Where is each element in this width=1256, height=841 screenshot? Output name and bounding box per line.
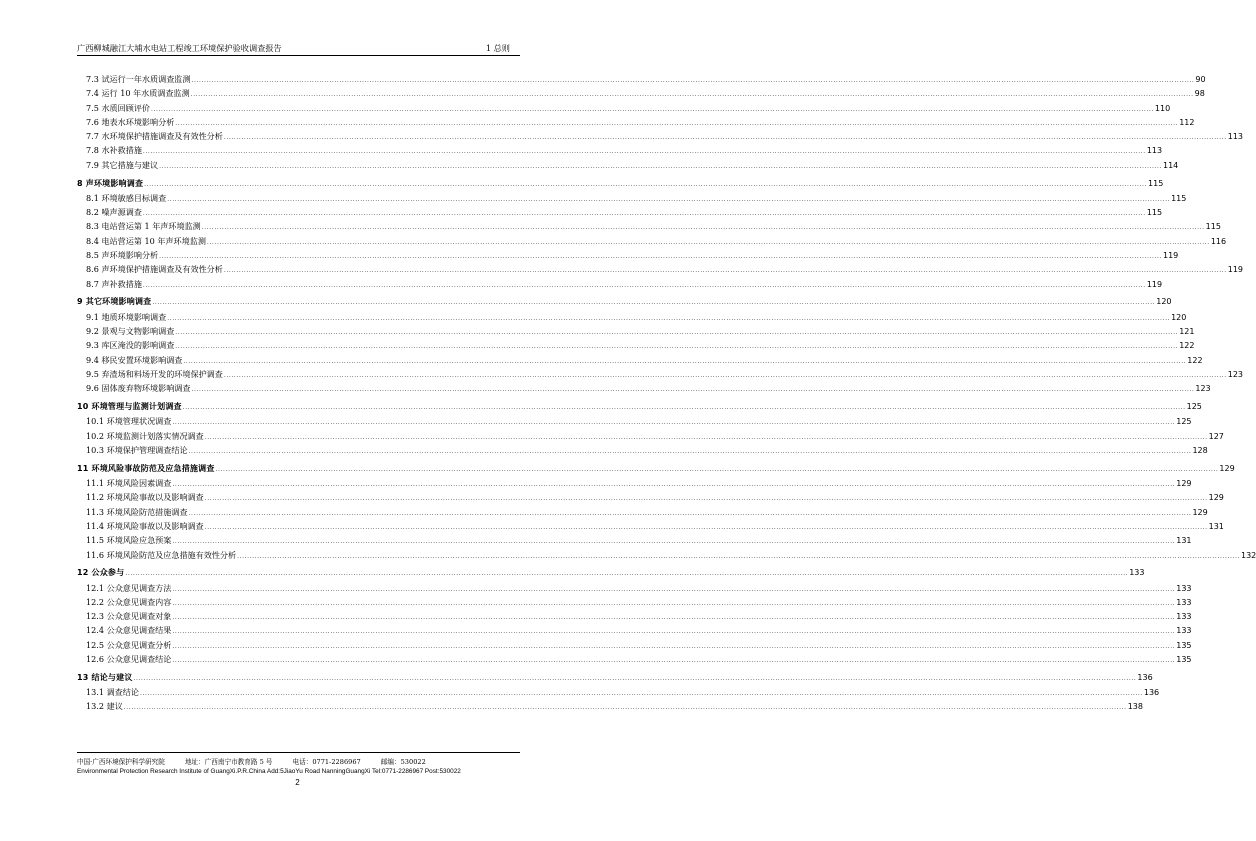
toc-chapter-entry[interactable] — [77, 462, 1235, 476]
toc-dot-leader: ................................................................................................................................................................................................................................................................................................................................................................................................................ — [172, 642, 1176, 650]
toc-dot-leader: ................................................................................................................................................................................................................................................................................................................................................................................................................ — [172, 585, 1176, 593]
toc-entry-title: 8.1 环境敏感目标调查 — [86, 192, 167, 203]
toc-section-entry[interactable] — [77, 699, 1143, 713]
toc-entry-page: 133 — [1176, 612, 1192, 622]
toc-dot-leader: ................................................................................................................................................................................................................................................................................................................................................................................................................ — [172, 599, 1176, 607]
toc-entry-title: 8 声环境影响调查 — [77, 178, 144, 188]
toc-section-entry[interactable] — [77, 353, 1203, 367]
toc-section-entry[interactable] — [77, 595, 1192, 609]
toc-dot-leader: ................................................................................................................................................................................................................................................................................................................................................................................................................ — [204, 523, 1208, 531]
toc-dot-leader: ................................................................................................................................................................................................................................................................................................................................................................................................................ — [139, 690, 1143, 698]
toc-section-entry[interactable] — [77, 609, 1192, 623]
toc-dot-leader: ................................................................................................................................................................................................................................................................................................................................................................................................................ — [167, 314, 1171, 322]
toc-entry-title: 7.8 水补救措施 — [86, 145, 142, 156]
toc-entry-title: 11.4 环境风险事故以及影响调查 — [86, 520, 204, 531]
footer-postcode: 邮编：530022 — [380, 758, 426, 766]
toc-entry-page: 123 — [1195, 384, 1211, 394]
toc-entry-title: 9.5 弃渣场和料场开发的环境保护调查 — [86, 368, 223, 379]
footer-divider — [77, 752, 520, 753]
toc-entry-page: 120 — [1171, 312, 1187, 322]
toc-section-entry[interactable] — [77, 277, 1163, 291]
toc-dot-leader: ................................................................................................................................................................................................................................................................................................................................................................................................................ — [142, 281, 1146, 289]
toc-entry-page: 113 — [1146, 146, 1163, 156]
footer-english-line: Environmental Protection Research Institute of GuangXi.P.R.China Add:5JiaoYu Road NanningGuangXi Tel:0771-2286967 Post:530022 — [77, 768, 461, 775]
footer-address: 地址：广西南宁市教育路 5 号 — [184, 758, 273, 766]
toc-entry-title: 12 公众参与 — [77, 568, 125, 578]
toc-section-entry[interactable] — [77, 685, 1160, 699]
toc-entry-title: 11.3 环境风险防范措施调查 — [86, 506, 188, 517]
toc-section-entry[interactable] — [77, 533, 1192, 547]
toc-section-entry[interactable] — [77, 429, 1224, 443]
toc-section-entry[interactable] — [77, 324, 1195, 338]
toc-entry-page: 114 — [1163, 160, 1179, 170]
toc-entry-page: 131 — [1208, 521, 1224, 531]
toc-dot-leader: ................................................................................................................................................................................................................................................................................................................................................................................................................ — [133, 674, 1137, 682]
toc-entry-page: 115 — [1205, 222, 1221, 232]
footer-phone: 电话：0771-2286967 — [292, 758, 361, 766]
toc-entry-title: 10.2 环境监测计划落实情况调查 — [86, 430, 204, 441]
toc-entry-title: 8.5 声环境影响分析 — [86, 250, 159, 261]
toc-entry-page: 122 — [1179, 341, 1195, 351]
toc-entry-page: 123 — [1227, 369, 1244, 379]
toc-entry-title: 8.4 电站营运第 10 年声环境监测 — [86, 235, 206, 246]
toc-entry-page: 135 — [1176, 655, 1192, 665]
toc-dot-leader: ................................................................................................................................................................................................................................................................................................................................................................................................................ — [182, 404, 1186, 412]
toc-entry-page: 119 — [1146, 279, 1163, 289]
toc-entry-page: 98 — [1194, 89, 1205, 99]
toc-section-entry[interactable] — [77, 638, 1192, 652]
toc-entry-title: 12.6 公众意见调查结论 — [86, 654, 172, 665]
page-header — [77, 41, 520, 56]
toc-entry-title: 12.3 公众意见调查对象 — [86, 611, 172, 622]
toc-entry-page: 115 — [1171, 193, 1187, 203]
toc-entry-page: 122 — [1187, 355, 1203, 365]
toc-entry-title: 10 环境管理与监测计划调查 — [77, 402, 182, 412]
toc-entry-page: 133 — [1176, 626, 1192, 636]
toc-entry-title: 11 环境风险事故防范及应急措施调查 — [77, 463, 215, 473]
toc-entry-page: 125 — [1176, 417, 1192, 427]
toc-dot-leader: ................................................................................................................................................................................................................................................................................................................................................................................................................ — [123, 704, 1127, 712]
toc-dot-leader: ................................................................................................................................................................................................................................................................................................................................................................................................................ — [204, 433, 1208, 441]
toc-dot-leader: ................................................................................................................................................................................................................................................................................................................................................................................................................ — [188, 509, 1192, 517]
toc-section-entry[interactable] — [77, 623, 1192, 637]
toc-section-entry[interactable] — [77, 414, 1192, 428]
toc-dot-leader: ................................................................................................................................................................................................................................................................................................................................................................................................................ — [175, 119, 1179, 127]
toc-dot-leader: ................................................................................................................................................................................................................................................................................................................................................................................................................ — [183, 357, 1187, 365]
toc-section-entry[interactable] — [77, 505, 1208, 519]
report-title: 广西柳城融江大埔水电站工程竣工环境保护验收调查报告 — [77, 43, 282, 53]
toc-entry-title: 7.9 其它措施与建议 — [86, 159, 159, 170]
toc-dot-leader: ................................................................................................................................................................................................................................................................................................................................................................................................................ — [172, 614, 1176, 622]
toc-entry-page: 115 — [1148, 178, 1164, 188]
toc-chapter-entry[interactable] — [77, 566, 1145, 580]
toc-entry-title: 12.1 公众意见调查方法 — [86, 582, 172, 593]
toc-dot-leader: ................................................................................................................................................................................................................................................................................................................................................................................................................ — [201, 224, 1205, 232]
page-number: 2 — [295, 778, 300, 787]
toc-dot-leader: ................................................................................................................................................................................................................................................................................................................................................................................................................ — [172, 628, 1176, 636]
toc-entry-title: 13.1 调查结论 — [86, 687, 139, 698]
toc-dot-leader: ................................................................................................................................................................................................................................................................................................................................................................................................................ — [237, 552, 1240, 560]
toc-dot-leader: ................................................................................................................................................................................................................................................................................................................................................................................................................ — [188, 447, 1192, 455]
toc-entry-page: 129 — [1219, 463, 1235, 473]
toc-entry-title: 9.6 固体废弃物环境影响调查 — [86, 383, 191, 394]
toc-section-entry[interactable] — [77, 548, 1256, 562]
toc-entry-title: 7.5 水质回顾评价 — [86, 102, 151, 113]
section-label: 1 总则 — [485, 43, 510, 53]
toc-section-entry[interactable] — [77, 519, 1224, 533]
toc-section-entry[interactable] — [77, 490, 1224, 504]
toc-dot-leader: ................................................................................................................................................................................................................................................................................................................................................................................................................ — [159, 162, 1162, 170]
toc-entry-page: 129 — [1208, 493, 1224, 503]
toc-dot-leader: ................................................................................................................................................................................................................................................................................................................................................................................................................ — [204, 495, 1208, 503]
toc-section-entry[interactable] — [77, 581, 1192, 595]
toc-dot-leader: ................................................................................................................................................................................................................................................................................................................................................................................................................ — [172, 538, 1176, 546]
toc-chapter-entry[interactable] — [77, 671, 1153, 685]
toc-dot-leader: ................................................................................................................................................................................................................................................................................................................................................................................................................ — [172, 481, 1176, 489]
toc-dot-leader: ................................................................................................................................................................................................................................................................................................................................................................................................................ — [142, 148, 1146, 156]
toc-dot-leader: ................................................................................................................................................................................................................................................................................................................................................................................................................ — [151, 105, 1154, 113]
toc-dot-leader: ................................................................................................................................................................................................................................................................................................................................................................................................................ — [172, 419, 1176, 427]
toc-entry-page: 127 — [1208, 431, 1224, 441]
toc-entry-title: 11.5 环境风险应急预案 — [86, 535, 172, 546]
toc-entry-title: 13 结论与建议 — [77, 672, 133, 682]
toc-section-entry[interactable] — [77, 476, 1192, 490]
toc-entry-title: 9.4 移民安置环境影响调查 — [86, 354, 183, 365]
toc-entry-title: 11.2 环境风险事故以及影响调查 — [86, 492, 204, 503]
toc-entry-title: 13.2 建议 — [86, 701, 123, 712]
toc-dot-leader: ................................................................................................................................................................................................................................................................................................................................................................................................................ — [125, 570, 1129, 578]
toc-entry-page: 125 — [1186, 402, 1202, 412]
toc-entry-page: 112 — [1179, 117, 1195, 127]
toc-entry-title: 8.3 电站营运第 1 年声环境监测 — [86, 221, 201, 232]
toc-dot-leader: ................................................................................................................................................................................................................................................................................................................................................................................................................ — [172, 657, 1176, 665]
toc-dot-leader: ................................................................................................................................................................................................................................................................................................................................................................................................................ — [159, 253, 1162, 261]
toc-dot-leader: ................................................................................................................................................................................................................................................................................................................................................................................................................ — [191, 77, 1195, 84]
toc-entry-page: 133 — [1176, 597, 1192, 607]
toc-section-entry[interactable] — [77, 72, 1206, 86]
toc-entry-page: 131 — [1176, 536, 1192, 546]
toc-section-entry[interactable] — [77, 248, 1179, 262]
toc-entry-page: 133 — [1176, 583, 1192, 593]
toc-entry-page: 129 — [1192, 507, 1208, 517]
toc-entry-page: 135 — [1176, 640, 1192, 650]
toc-section-entry[interactable] — [77, 129, 1244, 143]
page-footer — [77, 758, 520, 776]
toc-entry-title: 7.6 地表水环境影响分析 — [86, 116, 175, 127]
toc-entry-page: 90 — [1195, 75, 1206, 84]
toc-section-entry[interactable] — [77, 115, 1195, 129]
toc-dot-leader: ................................................................................................................................................................................................................................................................................................................................................................................................................ — [223, 267, 1227, 275]
toc-entry-page: 129 — [1176, 479, 1192, 489]
toc-dot-leader: ................................................................................................................................................................................................................................................................................................................................................................................................................ — [223, 134, 1227, 142]
toc-entry-title: 10.1 环境管理状况调查 — [86, 416, 172, 427]
toc-dot-leader: ................................................................................................................................................................................................................................................................................................................................................................................................................ — [191, 386, 1195, 394]
toc-entry-page: 128 — [1192, 445, 1208, 455]
toc-dot-leader: ................................................................................................................................................................................................................................................................................................................................................................................................................ — [152, 299, 1156, 307]
footer-institute: 中国·广西环境保护科学研究院 — [77, 758, 165, 766]
toc-chapter-entry[interactable] — [77, 295, 1172, 309]
toc-dot-leader: ................................................................................................................................................................................................................................................................................................................................................................................................................ — [167, 195, 1171, 203]
toc-entry-title: 10.3 环境保护管理调查结论 — [86, 444, 188, 455]
toc-section-entry[interactable] — [77, 86, 1205, 100]
toc-entry-title: 7.7 水环境保护措施调查及有效性分析 — [86, 131, 223, 142]
toc-section-entry[interactable] — [77, 101, 1171, 115]
toc-entry-page: 119 — [1227, 265, 1244, 275]
toc-entry-page: 115 — [1146, 208, 1163, 218]
toc-entry-page: 110 — [1154, 103, 1171, 113]
toc-dot-leader: ................................................................................................................................................................................................................................................................................................................................................................................................................ — [190, 91, 1194, 99]
toc-entry-title: 8.6 声环境保护措施调查及有效性分析 — [86, 264, 223, 275]
toc-section-entry[interactable] — [77, 310, 1187, 324]
toc-entry-title: 12.4 公众意见调查结果 — [86, 625, 172, 636]
toc-dot-leader: ................................................................................................................................................................................................................................................................................................................................................................................................................ — [215, 465, 1219, 473]
toc-chapter-entry[interactable] — [77, 177, 1164, 191]
toc-entry-title: 9 其它环境影响调查 — [77, 297, 152, 307]
toc-entry-title: 11.6 环境风险防范及应急措施有效性分析 — [86, 549, 237, 560]
toc-entry-title: 9.3 库区淹没的影响调查 — [86, 340, 175, 351]
toc-section-entry[interactable] — [77, 381, 1211, 395]
toc-chapter-entry[interactable] — [77, 400, 1202, 414]
toc-dot-leader: ................................................................................................................................................................................................................................................................................................................................................................................................................ — [175, 343, 1179, 351]
toc-dot-leader: ................................................................................................................................................................................................................................................................................................................................................................................................................ — [142, 210, 1146, 218]
toc-entry-page: 132 — [1241, 550, 1256, 560]
toc-entry-page: 119 — [1163, 251, 1179, 261]
toc-entry-page: 136 — [1137, 672, 1153, 682]
toc-entry-page: 138 — [1127, 702, 1143, 712]
toc-section-entry[interactable] — [77, 191, 1187, 205]
toc-section-entry[interactable] — [77, 652, 1192, 666]
toc-entry-title: 12.5 公众意见调查分析 — [86, 639, 172, 650]
toc-entry-title: 12.2 公众意见调查内容 — [86, 596, 172, 607]
toc-entry-page: 113 — [1227, 132, 1244, 142]
toc-entry-page: 136 — [1143, 688, 1160, 698]
toc-section-entry[interactable] — [77, 158, 1179, 172]
toc-entry-title: 9.2 景观与文物影响调查 — [86, 326, 175, 337]
toc-section-entry[interactable] — [77, 234, 1227, 248]
table-of-contents — [77, 72, 1256, 714]
toc-section-entry[interactable] — [77, 205, 1163, 219]
toc-dot-leader: ................................................................................................................................................................................................................................................................................................................................................................................................................ — [175, 329, 1179, 337]
toc-section-entry[interactable] — [77, 262, 1244, 276]
toc-entry-page: 121 — [1179, 327, 1195, 337]
footer-chinese-line — [77, 758, 520, 767]
toc-entry-title: 9.1 地质环境影响调查 — [86, 311, 167, 322]
toc-section-entry[interactable] — [77, 443, 1208, 457]
toc-dot-leader: ................................................................................................................................................................................................................................................................................................................................................................................................................ — [223, 371, 1227, 379]
toc-entry-title: 7.4 运行 10 年水质调查监测 — [86, 88, 190, 99]
toc-entry-page: 133 — [1129, 568, 1145, 578]
toc-section-entry[interactable] — [77, 219, 1221, 233]
toc-section-entry[interactable] — [77, 338, 1195, 352]
toc-entry-title: 8.2 噪声源调查 — [86, 207, 142, 218]
toc-section-entry[interactable] — [77, 367, 1244, 381]
toc-entry-page: 120 — [1156, 297, 1172, 307]
toc-dot-leader: ................................................................................................................................................................................................................................................................................................................................................................................................................ — [206, 238, 1210, 246]
toc-section-entry[interactable] — [77, 143, 1163, 157]
toc-entry-page: 116 — [1210, 236, 1227, 246]
toc-entry-title: 7.3 试运行一年水质调查监测 — [86, 74, 191, 84]
toc-entry-title: 8.7 声补救措施 — [86, 278, 142, 289]
toc-dot-leader: ................................................................................................................................................................................................................................................................................................................................................................................................................ — [144, 180, 1148, 188]
toc-entry-title: 11.1 环境风险因素调查 — [86, 478, 172, 489]
